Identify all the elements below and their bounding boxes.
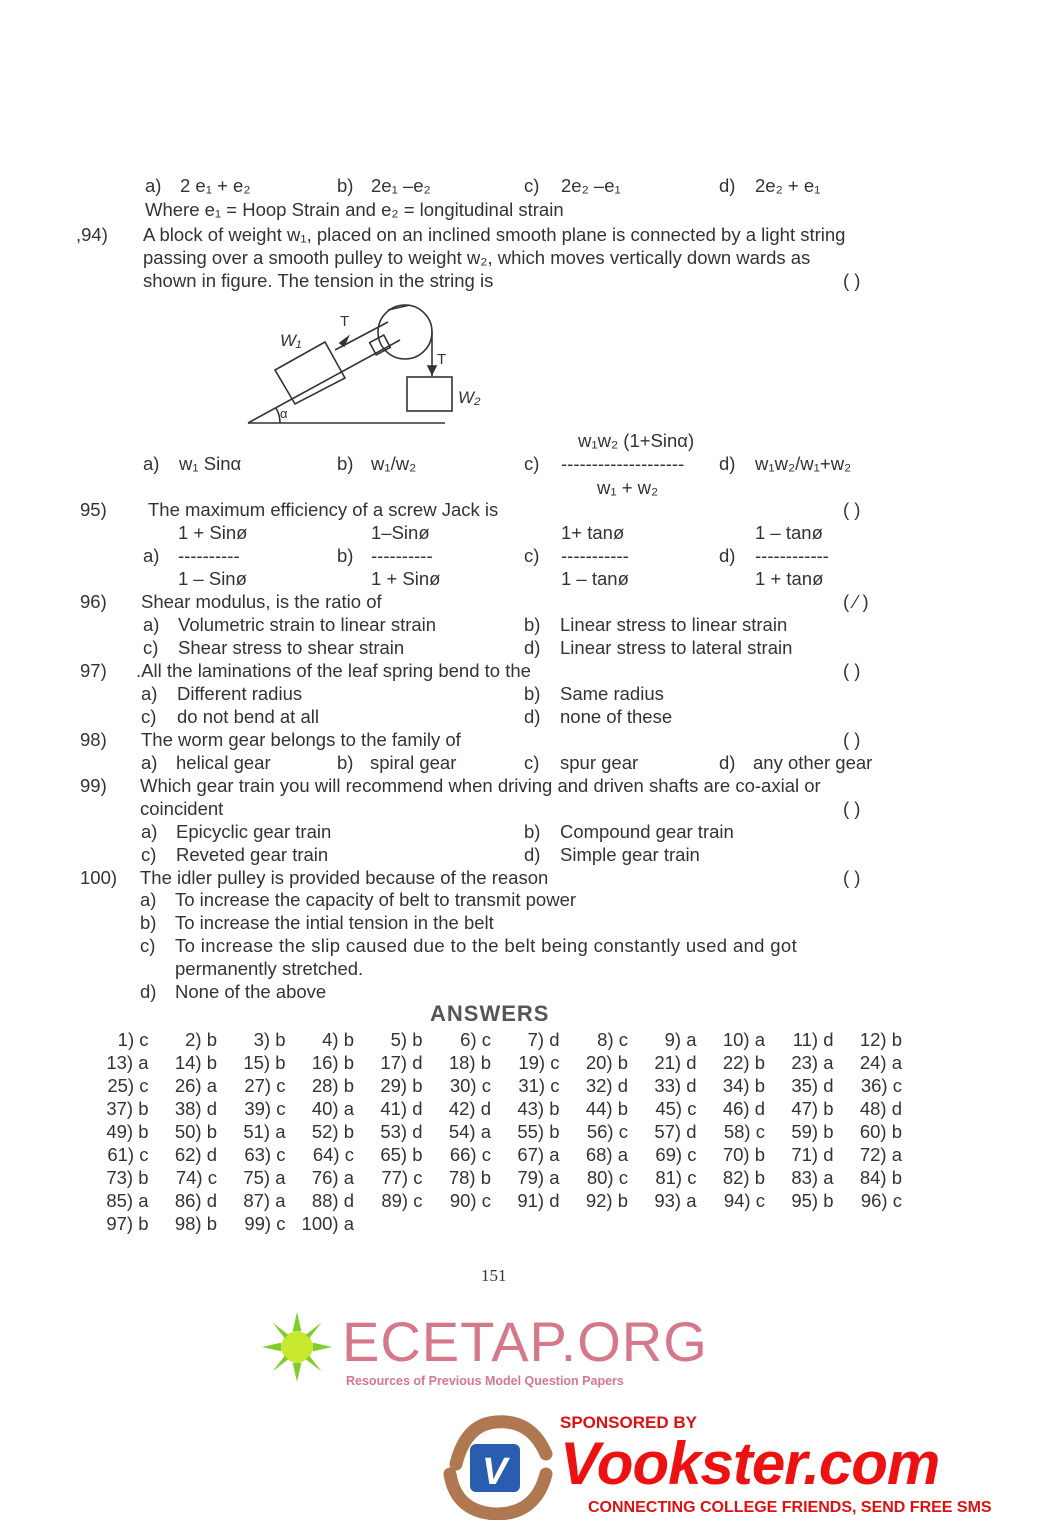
answer-item: 20) b [585,1052,628,1073]
q97-option-c-label: c) [141,706,157,727]
answer-item: 84) b [859,1167,902,1188]
answer-item: 6) c [460,1029,491,1050]
label-t1: T [340,313,350,330]
q100-option-d-label: d) [140,981,157,1002]
answer-item: 76) a [311,1167,354,1188]
q93-note: Where e₁ = Hoop Strain and e₂ = longitudinal strain [145,199,564,220]
q95-c-numerator: 1+ tanø [561,522,625,543]
answer-item: 81) c [655,1167,697,1188]
answer-item: 56) c [586,1121,628,1142]
q96-answer-blank: ( ⁄ ) [843,591,869,612]
answer-item: 94) c [723,1190,765,1211]
answer-item: 7) d [527,1029,560,1050]
q99-answer-blank: ( ) [843,798,861,819]
q95-a-denominator: 1 – Sinø [178,568,247,589]
q95-d-bar: ------------ [755,545,829,566]
q95-a-numerator: 1 + Sinø [178,522,248,543]
answer-item: 66) c [449,1144,491,1165]
answer-item: 54) a [448,1121,491,1142]
q100-text: The idler pulley is provided because of the reason [140,867,549,888]
q100-option-a: To increase the capacity of belt to transmit power [175,889,577,910]
q96-option-a: Volumetric strain to linear strain [178,614,437,635]
answer-item: 21) d [654,1052,697,1073]
answer-item: 97) b [106,1213,149,1234]
answer-item: 41) d [380,1098,423,1119]
q94-option-b: w₁/w₂ [371,453,417,474]
answer-item: 24) a [859,1052,902,1073]
answer-item: 91) d [517,1190,560,1211]
q98-option-a-label: a) [141,752,158,773]
answer-item: 11) d [792,1029,834,1050]
q98-number: 98) [80,729,107,750]
q99-text-line1: Which gear train you will recommend when driving and driven shafts are co-axial or [140,775,821,796]
answer-item: 2) b [185,1029,217,1050]
q93-option-a: 2 e₁ + e₂ [180,175,251,196]
answer-item: 60) b [859,1121,902,1142]
answer-item: 18) b [448,1052,491,1073]
q93-option-d: 2e₂ + e₁ [755,175,821,196]
sponsor-brand[interactable]: Vookster.com [560,1430,940,1497]
answer-item: 79) a [517,1167,560,1188]
q96-option-d-label: d) [524,637,541,658]
q93-option-b: 2e₁ –e₂ [371,175,431,196]
q95-option-c-label: c) [524,545,540,566]
q94-text-line1: A block of weight w₁, placed on an inclined smooth plane is connected by a light string [143,224,846,245]
q98-option-c: spur gear [560,752,639,773]
answer-item: 85) a [106,1190,149,1211]
q95-d-denominator: 1 + tanø [755,568,824,589]
answer-item: 19) c [518,1052,560,1073]
q98-answer-blank: ( ) [843,729,861,750]
answer-item: 38) d [174,1098,217,1119]
q97-option-b-label: b) [524,683,541,704]
q100-option-c-cont: permanently stretched. [175,958,364,979]
answer-item: 4) b [322,1029,354,1050]
answers-heading: ANSWERS [430,1001,550,1026]
q93-option-d-label: d) [719,175,736,196]
q96-option-a-label: a) [143,614,160,635]
q94-option-d: w₁w₂/w₁+w₂ [755,453,852,474]
label-w2: W₂ [458,388,481,407]
q94-option-c-bar: -------------------- [561,453,685,474]
answer-item: 27) c [244,1075,286,1096]
q98-option-a: helical gear [176,752,271,773]
answer-item: 30) c [449,1075,491,1096]
answer-item: 47) b [791,1098,834,1119]
q95-a-bar: ---------- [178,545,240,566]
q96-option-d: Linear stress to lateral strain [560,637,793,658]
answer-item: 96) c [860,1190,902,1211]
answer-item: 89) c [381,1190,423,1211]
q97-answer-blank: ( ) [843,660,861,681]
answer-item: 36) c [860,1075,902,1096]
logo-v-letter: V [482,1451,508,1493]
answer-item: 45) c [655,1098,697,1119]
inclined-plane-figure [240,300,500,430]
q94-option-d-label: d) [719,453,736,474]
answer-item: 40) a [311,1098,354,1119]
answer-item: 17) d [380,1052,423,1073]
q95-text: The maximum efficiency of a screw Jack is [148,499,499,520]
q95-c-bar: ----------- [561,545,629,566]
q94-option-c-denominator: w₁ + w₂ [597,477,659,498]
q97-option-a-label: a) [141,683,158,704]
q97-option-c: do not bend at all [177,706,319,727]
q99-option-d: Simple gear train [560,844,700,865]
answer-item: 83) a [791,1167,834,1188]
q98-option-d-label: d) [719,752,736,773]
answer-item: 82) b [722,1167,765,1188]
answer-item: 95) b [791,1190,834,1211]
q99-option-b: Compound gear train [560,821,734,842]
tension-arrow-2 [428,366,436,374]
q95-c-denominator: 1 – tanø [561,568,629,589]
answer-item: 65) b [380,1144,423,1165]
answer-item: 42) d [448,1098,491,1119]
answer-item: 12) b [859,1029,902,1050]
answer-item: 13) a [106,1052,149,1073]
answer-item: 22) b [722,1052,765,1073]
q94-option-a: w₁ Sinα [179,453,242,474]
q100-option-c: To increase the slip caused due to the belt being constantly used and got [175,935,798,956]
answer-item: 25) c [107,1075,149,1096]
q97-option-d-label: d) [524,706,541,727]
q93-option-b-label: b) [337,175,354,196]
answer-item: 29) b [380,1075,423,1096]
q95-b-numerator: 1–Sinø [371,522,430,543]
q94-option-a-label: a) [143,453,160,474]
q97-text: .All the laminations of the leaf spring bend to the [136,660,531,681]
q95-option-b-label: b) [337,545,354,566]
q100-option-d: None of the above [175,981,327,1002]
q99-option-b-label: b) [524,821,541,842]
q93-option-a-label: a) [145,175,162,196]
answer-item: 64) c [312,1144,354,1165]
q94-option-b-label: b) [337,453,354,474]
q99-text-line2: coincident [140,798,224,819]
q95-option-a-label: a) [143,545,160,566]
q96-option-b-label: b) [524,614,541,635]
q96-option-c: Shear stress to shear strain [178,637,405,658]
answer-item: 72) a [859,1144,902,1165]
sponsor-tagline: CONNECTING COLLEGE FRIENDS, SEND FREE SMS [588,1499,992,1516]
answer-item: 5) b [390,1029,423,1050]
answer-item: 92) b [585,1190,628,1211]
q99-option-a: Epicyclic gear train [176,821,332,842]
q95-d-numerator: 1 – tanø [755,522,823,543]
q99-option-a-label: a) [141,821,158,842]
answer-item: 70) b [722,1144,765,1165]
answer-item: 51) a [243,1121,286,1142]
answer-item: 75) a [243,1167,286,1188]
answer-item: 100) a [301,1213,354,1234]
answer-item: 26) a [174,1075,217,1096]
answer-item: 53) d [380,1121,423,1142]
answer-item: 32) d [585,1075,628,1096]
pulley [378,305,432,359]
answer-item: 55) b [517,1121,560,1142]
answer-item: 62) d [174,1144,217,1165]
answer-item: 23) a [791,1052,834,1073]
answer-item: 77) c [381,1167,423,1188]
answer-item: 73) b [106,1167,149,1188]
watermark-title: ECETAP.ORG [342,1310,708,1373]
q96-option-b: Linear stress to linear strain [560,614,788,635]
q95-answer-blank: ( ) [843,499,861,520]
q94-option-c-numerator: w₁w₂ (1+Sinα) [578,430,695,451]
answer-item: 67) a [517,1144,560,1165]
q93-option-c-label: c) [524,175,540,196]
q99-option-c: Reveted gear train [176,844,329,865]
answer-item: 58) c [723,1121,765,1142]
q95-b-denominator: 1 + Sinø [371,568,441,589]
label-w1: W₁ [280,331,302,350]
answer-item: 87) a [243,1190,286,1211]
answer-item: 80) c [586,1167,628,1188]
answer-item: 68) a [585,1144,628,1165]
q94-text-line3: shown in figure. The tension in the string is [143,270,494,291]
watermark-sun-logo [262,1312,332,1382]
q97-option-b: Same radius [560,683,664,704]
q94-option-c-label: c) [524,453,540,474]
q100-option-a-label: a) [140,889,157,910]
q99-option-c-label: c) [141,844,157,865]
answer-item: 71) d [791,1144,834,1165]
q96-number: 96) [80,591,107,612]
answer-item: 99) c [244,1213,286,1234]
answer-item: 9) a [664,1029,697,1050]
answer-item: 63) c [244,1144,286,1165]
q97-option-d: none of these [560,706,673,727]
q98-text: The worm gear belongs to the family of [141,729,461,750]
answer-item: 39) c [244,1098,286,1119]
label-alpha: α [280,406,288,421]
q98-option-d: any other gear [753,752,873,773]
q95-number: 95) [80,499,107,520]
q99-option-d-label: d) [524,844,541,865]
answer-item: 31) c [518,1075,560,1096]
answer-item: 37) b [106,1098,149,1119]
q95-option-d-label: d) [719,545,736,566]
answer-item: 93) a [654,1190,697,1211]
answer-item: 10) a [722,1029,765,1050]
q100-answer-blank: ( ) [843,867,861,888]
watermark-subtitle: Resources of Previous Model Question Papers [346,1374,624,1388]
answer-item: 50) b [174,1121,217,1142]
q94-answer-blank: ( ) [843,270,861,291]
answer-item: 34) b [722,1075,765,1096]
q93-option-c: 2e₂ –e₁ [561,175,621,196]
answer-item: 52) b [311,1121,354,1142]
q97-number: 97) [80,660,107,681]
q94-number: ,94) [76,224,108,245]
answer-item: 49) b [106,1121,149,1142]
answer-item: 43) b [517,1098,560,1119]
answer-item: 35) d [791,1075,834,1096]
answer-item: 15) b [243,1052,286,1073]
q97-option-a: Different radius [177,683,303,704]
answer-item: 8) c [597,1029,628,1050]
sponsor-hands-logo [436,1414,556,1520]
q98-option-b-label: b) [337,752,354,773]
q96-option-c-label: c) [143,637,159,658]
q95-b-bar: ---------- [371,545,433,566]
page-number: 151 [481,1266,507,1285]
q100-option-b-label: b) [140,912,157,933]
q94-text-line2: passing over a smooth pulley to weight w₂, which moves vertically down wards as [143,247,811,268]
q98-option-c-label: c) [524,752,540,773]
answer-item: 69) c [655,1144,697,1165]
answer-item: 46) d [722,1098,765,1119]
answer-item: 86) d [174,1190,217,1211]
q100-option-b: To increase the intial tension in the belt [175,912,494,933]
answer-item: 90) c [449,1190,491,1211]
answers-grid [88,1029,910,1235]
answer-item: 16) b [311,1052,354,1073]
answer-item: 14) b [174,1052,217,1073]
answer-item: 88) d [311,1190,354,1211]
sponsored-by-label: SPONSORED BY [560,1413,697,1432]
answer-item: 28) b [311,1075,354,1096]
answer-item: 74) c [175,1167,217,1188]
incline-line [248,340,400,423]
answer-item: 33) d [654,1075,697,1096]
q100-number: 100) [80,867,118,888]
label-t2: T [437,351,447,368]
answer-item: 3) b [253,1029,286,1050]
answer-item: 59) b [791,1121,834,1142]
answer-item: 48) d [859,1098,902,1119]
answer-item: 98) b [174,1213,217,1234]
block-w2 [407,377,452,411]
answer-item: 57) d [654,1121,697,1142]
q98-option-b: spiral gear [370,752,457,773]
answer-item: 44) b [585,1098,628,1119]
block-w1 [275,342,345,404]
q96-text: Shear modulus, is the ratio of [141,591,382,612]
answer-item: 1) c [117,1029,149,1050]
answer-item: 78) b [448,1167,491,1188]
answer-item: 61) c [107,1144,149,1165]
q99-number: 99) [80,775,107,796]
q100-option-c-label: c) [140,935,156,956]
